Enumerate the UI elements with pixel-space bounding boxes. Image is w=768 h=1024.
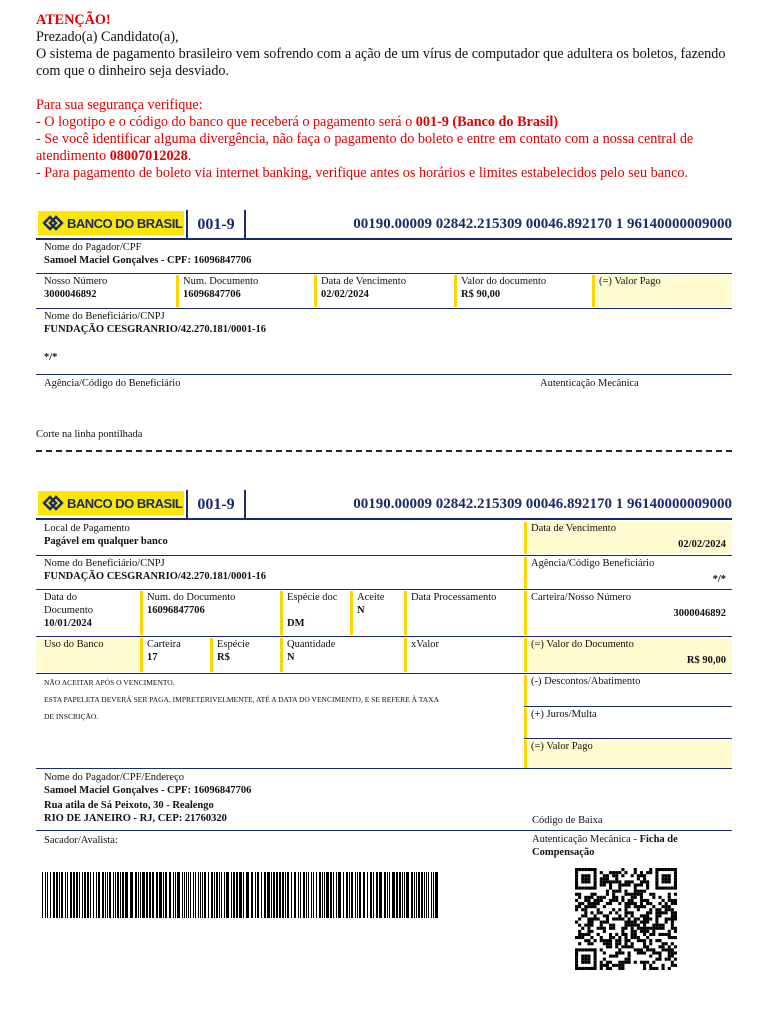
verify-item-3: - Para pagamento de boleto via internet banking, verifique antes os horários e limites estabelecidos pelo seu banco. <box>36 165 689 181</box>
bank-logo <box>38 491 184 515</box>
bank-logo-icon <box>42 214 64 232</box>
receipt-payer: Nome do Pagador/CPF Samoel Maciel Gonçalves - CPF: 16096847706 <box>44 242 252 266</box>
barcode-image <box>42 872 438 918</box>
cut-line <box>36 450 732 452</box>
slip-beneficiary: Nome do Beneficiário/CNPJ FUNDAÇÃO CESGRANRIO/42.270.181/0001-16 <box>44 558 266 582</box>
slip-drawer: Sacador/Avalista: <box>44 835 118 846</box>
bank-name: BANCO DO BRASIL <box>67 495 183 511</box>
warning-greeting: Prezado(a) Candidato(a), <box>36 29 179 45</box>
receipt-doc-number: Num. Documento 16096847706 <box>176 275 314 307</box>
receipt-doc-value: Valor do documento R$ 90,00 <box>454 275 592 307</box>
slip-due-date: Data de Vencimento 02/02/2024 <box>524 522 732 554</box>
bank-logo <box>38 211 184 235</box>
slip-paid-value: (=) Valor Pago <box>524 740 732 768</box>
slip-xvalue: xValor <box>404 638 524 672</box>
slip-instructions: NÃO ACEITAR APÓS O VENCIMENTO. ESTA PAPELETA DEVERÁ SER PAGA, IMPRETERIVELMENTE, ATÉ A DATA DO VENCIMENTO, E SE REFERE À TAXA DE INSCRIÇÃO. <box>44 678 439 721</box>
slip-low-code: Código de Baixa <box>532 815 603 826</box>
receipt-our-number: Nosso Número 3000046892 <box>44 276 108 300</box>
slip-wallet-number: Carteira/Nosso Número 3000046892 <box>524 591 732 635</box>
slip-bank-header <box>36 490 732 520</box>
slip-discount: (-) Descontos/Abatimento <box>524 675 732 706</box>
digitable-line: 00190.00009 02842.215309 00046.892170 1 96140000009000 <box>353 216 732 232</box>
receipt-auth-label: Autenticação Mecânica <box>540 378 639 389</box>
slip-doc-date: Data do Documento 10/01/2024 <box>44 592 93 629</box>
bank-logo-icon <box>42 494 64 512</box>
slip-payer: Nome do Pagador/CPF/Endereço Samoel Maciel Gonçalves - CPF: 16096847706 Rua atila de Sá Peixoto, 30 - Realengo RIO DE JANEIRO - RJ, CEP: 21760320 <box>44 772 252 824</box>
slip-doc-value: (=) Valor do Documento R$ 90,00 <box>524 638 732 672</box>
receipt-beneficiary: Nome do Beneficiário/CNPJ FUNDAÇÃO CESGRANRIO/42.270.181/0001-16 */* <box>44 311 266 363</box>
verify-item-1: - O logotipo e o código do banco que receberá o pagamento será o 001-9 (Banco do Brasil) <box>36 114 559 130</box>
receipt-agency-label: Agência/Código do Beneficiário <box>44 378 181 389</box>
warning-title: ATENÇÃO! <box>36 12 111 28</box>
slip-payment-place: Local de Pagamento Pagável em qualquer banco <box>44 523 168 547</box>
digitable-line: 00190.00009 02842.215309 00046.892170 1 96140000009000 <box>353 496 732 512</box>
slip-doc-kind: Espécie doc DM <box>280 591 350 635</box>
receipt-bank-header <box>36 210 732 240</box>
slip-species: Espécie R$ <box>210 638 280 672</box>
receipt-due-date: Data de Vencimento 02/02/2024 <box>314 275 454 307</box>
slip-doc-number: Num. do Documento 16096847706 <box>140 591 280 635</box>
slip-quantity: Quantidade N <box>280 638 404 672</box>
cut-label: Corte na linha pontilhada <box>36 429 143 440</box>
slip-agency: Agência/Código Beneficiário */* <box>524 557 732 589</box>
bank-code: 001-9 <box>186 490 246 520</box>
verify-item-2: - Se você identificar alguma divergência, não faça o pagamento do boleto e entre em contato com a nossa central de atendimento 08007012028. <box>36 131 694 164</box>
warning-text: O sistema de pagamento brasileiro vem sofrendo com a ação de um vírus de computador que adultera os boletos, fazendo com que o dinheiro seja desviado. <box>36 46 726 79</box>
slip-bank-use: Uso do Banco <box>36 638 140 672</box>
bank-code: 001-9 <box>186 210 246 240</box>
receipt-paid-value: (=) Valor Pago <box>592 275 732 307</box>
bank-name: BANCO DO BRASIL <box>67 215 183 231</box>
qr-code-image <box>572 868 680 970</box>
slip-process-date: Data Processamento <box>404 591 524 635</box>
slip-interest: (+) Juros/Multa <box>524 708 732 738</box>
verify-title: Para sua segurança verifique: <box>36 97 203 113</box>
warning-notice <box>36 12 736 182</box>
slip-accept: Aceite N <box>350 591 404 635</box>
slip-auth: Autenticação Mecânica - Ficha de Compensação <box>532 834 678 858</box>
slip-wallet: Carteira 17 <box>140 638 210 672</box>
